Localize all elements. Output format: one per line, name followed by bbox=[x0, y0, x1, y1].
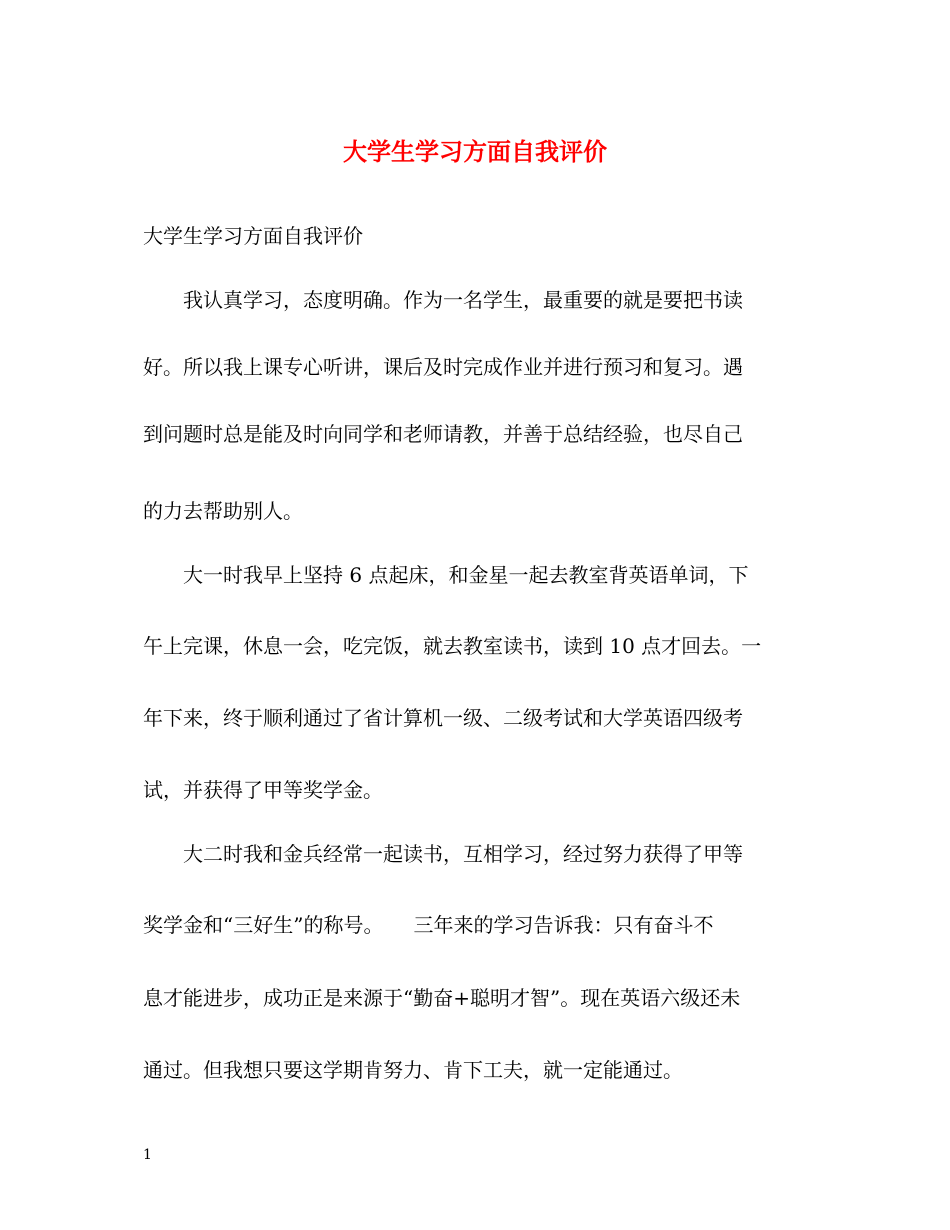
body-line: 奖学金和“三好生”的称号。 三年来的学习告诉我：只有奋斗不 bbox=[143, 913, 714, 937]
body-line: 通过。但我想只要这学期肯努力、肯下工夫，就一定能通过。 bbox=[143, 1058, 683, 1082]
body-line: 试，并获得了甲等奖学金。 bbox=[143, 778, 383, 802]
body-line: 午上完课，休息一会，吃完饭，就去教室读书，读到 10 点才回去。一 bbox=[143, 634, 762, 658]
document-subtitle: 大学生学习方面自我评价 bbox=[143, 224, 363, 248]
body-line: 大一时我早上坚持 6 点起床，和金星一起去教室背英语单词，下 bbox=[143, 563, 749, 587]
body-line: 好。所以我上课专心听讲，课后及时完成作业并进行预习和复习。遇 bbox=[143, 355, 743, 379]
body-line: 大二时我和金兵经常一起读书，互相学习，经过努力获得了甲等 bbox=[143, 842, 743, 866]
body-line: 我认真学习，态度明确。作为一名学生，最重要的就是要把书读 bbox=[143, 288, 743, 312]
body-line: 年下来，终于顺利通过了省计算机一级、二级考试和大学英语四级考 bbox=[143, 706, 743, 730]
page-number: 1 bbox=[143, 1147, 152, 1163]
body-line: 的力去帮助别人。 bbox=[143, 499, 303, 523]
body-line: 到问题时总是能及时向同学和老师请教，并善于总结经验，也尽自己 bbox=[143, 422, 743, 446]
document-title: 大学生学习方面自我评价 bbox=[343, 137, 607, 166]
body-line: 息才能进步，成功正是来源于“勤奋+聪明才智”。现在英语六级还未 bbox=[143, 986, 741, 1010]
